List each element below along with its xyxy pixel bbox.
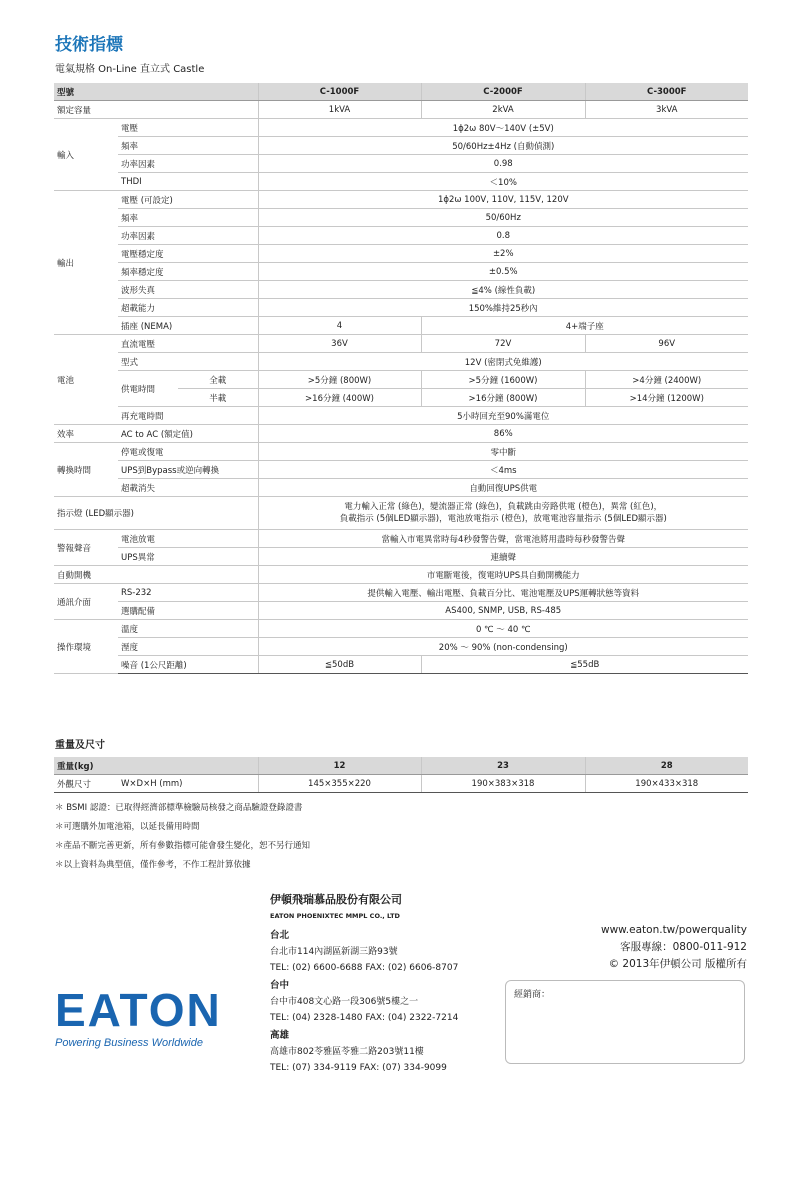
group-label-env: 操作環境 bbox=[54, 620, 118, 674]
cell-value: >4分鐘 (2400W) bbox=[585, 371, 748, 389]
group-label-input: 輸入 bbox=[54, 119, 118, 191]
table-row bbox=[54, 119, 748, 137]
row-label: 波形失真 bbox=[118, 281, 258, 299]
cell-value: >14分鐘 (1200W) bbox=[585, 389, 748, 407]
group-label-comm: 通訊介面 bbox=[54, 584, 118, 620]
table-row bbox=[54, 548, 748, 566]
company-info bbox=[270, 892, 458, 1076]
row-label: UPS異常 bbox=[118, 548, 258, 566]
page-title: 技術指標 bbox=[55, 35, 123, 55]
table-row bbox=[54, 530, 748, 548]
cell-value: 4+端子座 bbox=[421, 317, 748, 335]
cell-value: 23 bbox=[421, 757, 585, 775]
model-c1000f: C-1000F bbox=[258, 83, 421, 101]
cell-value: 50/60Hz±4Hz (自動偵測) bbox=[258, 137, 748, 155]
cell-value: >16分鐘 (800W) bbox=[421, 389, 585, 407]
cell-value: 36V bbox=[258, 335, 421, 353]
table-row bbox=[54, 461, 748, 479]
logo-tagline: Powering Business Worldwide bbox=[55, 1037, 203, 1049]
table-row bbox=[54, 620, 748, 638]
row-label: 重量(kg) bbox=[54, 757, 258, 775]
cell-value: 86% bbox=[258, 425, 748, 443]
footnote: ＊ BSMI 認證：已取得經濟部標準檢驗局核發之商品驗證登錄證書 bbox=[55, 803, 303, 813]
table-row bbox=[54, 173, 748, 191]
table-row bbox=[54, 281, 748, 299]
row-label: 額定容量 bbox=[54, 101, 258, 119]
table-header-row bbox=[54, 83, 748, 101]
table-row bbox=[54, 335, 748, 353]
cell-value: 12 bbox=[258, 757, 421, 775]
contact-info bbox=[601, 922, 747, 973]
indicator-line-2: 負載指示 (5個LED顯示器)，電池放電指示 (橙色)，放電電池容量指示 (5個LED顯示器) bbox=[339, 514, 667, 524]
row-label: 超載消失 bbox=[118, 479, 258, 497]
row-label: 頻率穩定度 bbox=[118, 263, 258, 281]
table-row bbox=[54, 479, 748, 497]
row-label: THDI bbox=[118, 173, 258, 191]
cell-value: ≦50dB bbox=[258, 656, 421, 674]
row-label: 再充電時間 bbox=[118, 407, 258, 425]
footnotes bbox=[55, 799, 310, 875]
cell-value: 提供輸入電壓、輸出電壓、負載百分比、電池電壓及UPS運轉狀態等資料 bbox=[258, 584, 748, 602]
table-row bbox=[54, 191, 748, 209]
company-name-en: EATON PHOENIXTEC MMPL CO., LTD bbox=[270, 912, 400, 920]
row-label: 選購配備 bbox=[118, 602, 258, 620]
table-row bbox=[54, 602, 748, 620]
footnote: ＊可選購外加電池箱，以延長備用時間 bbox=[55, 822, 200, 832]
footnote: ＊產品不斷完善更新，所有參數指標可能會發生變化，恕不另行通知 bbox=[55, 841, 311, 851]
cell-value: 連續聲 bbox=[258, 548, 748, 566]
company-name-cn: 伊頓飛瑞慕品股份有限公司 bbox=[270, 893, 402, 906]
spec-table bbox=[54, 83, 748, 674]
table-row bbox=[54, 584, 748, 602]
cell-value: 28 bbox=[585, 757, 748, 775]
cell-value: AS400, SNMP, USB, RS-485 bbox=[258, 602, 748, 620]
row-label: 插座 (NEMA) bbox=[118, 317, 258, 335]
table-row bbox=[54, 443, 748, 461]
office-phone: TEL: (02) 6600-6688 FAX: (02) 6606-8707 bbox=[270, 963, 459, 973]
table-row bbox=[54, 155, 748, 173]
row-label: 超載能力 bbox=[118, 299, 258, 317]
row-label: 頻率 bbox=[118, 137, 258, 155]
cell-value: >5分鐘 (800W) bbox=[258, 371, 421, 389]
row-label: 溫度 bbox=[118, 620, 258, 638]
weight-table bbox=[54, 757, 748, 793]
cell-value: ≦4% (線性負載) bbox=[258, 281, 748, 299]
cell-value: 20% ～ 90% (non-condensing) bbox=[258, 638, 748, 656]
cell-value: 4 bbox=[258, 317, 421, 335]
row-label: 噪音 (1公尺距離) bbox=[118, 656, 258, 674]
office-address: 高雄市802苓雅區苓雅二路203號11樓 bbox=[270, 1047, 424, 1057]
group-label-alarm: 警報聲音 bbox=[54, 530, 118, 566]
table-row bbox=[54, 245, 748, 263]
group-label-battery: 電池 bbox=[54, 335, 118, 425]
cell-value: 0 ℃ ～ 40 ℃ bbox=[258, 620, 748, 638]
table-row bbox=[54, 638, 748, 656]
row-label: 功率因素 bbox=[118, 155, 258, 173]
row-sublabel: W×D×H (mm) bbox=[118, 775, 258, 793]
table-row bbox=[54, 101, 748, 119]
footnote: ＊以上資料為典型值，僅作參考，不作工程計算依據 bbox=[55, 860, 251, 870]
cell-value: >5分鐘 (1600W) bbox=[421, 371, 585, 389]
table-row bbox=[54, 353, 748, 371]
office-phone: TEL: (07) 334-9119 FAX: (07) 334-9099 bbox=[270, 1063, 447, 1073]
table-row bbox=[54, 299, 748, 317]
cell-value: 1kVA bbox=[258, 101, 421, 119]
row-label: RS-232 bbox=[118, 584, 258, 602]
office-phone: TEL: (04) 2328-1480 FAX: (04) 2322-7214 bbox=[270, 1013, 459, 1023]
row-label: 溼度 bbox=[118, 638, 258, 656]
cell-value: 市電斷電後，復電時UPS具自動開機能力 bbox=[258, 566, 748, 584]
cell-value: ＜4ms bbox=[258, 461, 748, 479]
hotline: 客服專線：0800-011-912 bbox=[620, 941, 747, 953]
cell-value: 190×383×318 bbox=[421, 775, 585, 793]
table-row bbox=[54, 371, 748, 389]
group-label-transfer: 轉換時間 bbox=[54, 443, 118, 497]
office-address: 台中市408文心路一段306號5樓之一 bbox=[270, 997, 419, 1007]
row-label: 型式 bbox=[118, 353, 258, 371]
row-label: 直流電壓 bbox=[118, 335, 258, 353]
header-label: 型號 bbox=[54, 83, 258, 101]
cell-value: 當輸入市電異常時每4秒發警告聲，當電池將用盡時每秒發警告聲 bbox=[258, 530, 748, 548]
cell-value: 0.8 bbox=[258, 227, 748, 245]
row-label: 外觀尺寸 bbox=[54, 775, 118, 793]
cell-value: ±2% bbox=[258, 245, 748, 263]
indicator-line-1: 電力輸入正常 (綠色)，變流器正常 (綠色)，負載跳由旁路供電 (橙色)，異常 (紅色)， bbox=[344, 502, 663, 512]
dealer-label: 經銷商： bbox=[514, 990, 551, 1000]
cell-value: 190×433×318 bbox=[585, 775, 748, 793]
table-row bbox=[54, 656, 748, 674]
row-label: 功率因素 bbox=[118, 227, 258, 245]
cell-value: 3kVA bbox=[585, 101, 748, 119]
group-label-indicator: 指示燈 (LED顯示器) bbox=[54, 497, 258, 530]
cell-value: 150%維持25秒內 bbox=[258, 299, 748, 317]
cell-value: 1ϕ2ω 100V, 110V, 115V, 120V bbox=[258, 191, 748, 209]
cell-value: 50/60Hz bbox=[258, 209, 748, 227]
dealer-box bbox=[505, 980, 745, 1064]
office-city: 台中 bbox=[270, 980, 290, 991]
table-row bbox=[54, 757, 748, 775]
row-label: 電壓 bbox=[118, 119, 258, 137]
row-label: 停電或復電 bbox=[118, 443, 258, 461]
cell-value: ≦55dB bbox=[421, 656, 748, 674]
logo-wordmark: EATON bbox=[55, 984, 222, 1036]
office-city: 台北 bbox=[270, 930, 290, 941]
model-c3000f: C-3000F bbox=[585, 83, 748, 101]
website-link[interactable]: www.eaton.tw/powerquality bbox=[601, 924, 747, 936]
cell-value: 5小時回充至90%滿電位 bbox=[258, 407, 748, 425]
copyright: © 2013年伊頓公司 版權所有 bbox=[608, 958, 747, 970]
cell-value: 2kVA bbox=[421, 101, 585, 119]
group-label-output: 輸出 bbox=[54, 191, 118, 335]
table-row bbox=[54, 137, 748, 155]
office-city: 高雄 bbox=[270, 1030, 290, 1041]
table-row bbox=[54, 425, 748, 443]
table-row bbox=[54, 263, 748, 281]
page-subtitle: 電氣規格 On-Line 直立式 Castle bbox=[55, 64, 205, 75]
row-label: 頻率 bbox=[118, 209, 258, 227]
table-row bbox=[54, 209, 748, 227]
row-sublabel: 全載 bbox=[178, 371, 258, 389]
cell-value: 0.98 bbox=[258, 155, 748, 173]
table-row bbox=[54, 227, 748, 245]
row-sublabel: 半載 bbox=[178, 389, 258, 407]
table-row bbox=[54, 317, 748, 335]
row-label: AC to AC (額定值) bbox=[118, 425, 258, 443]
cell-value: 零中斷 bbox=[258, 443, 748, 461]
cell-value: 145×355×220 bbox=[258, 775, 421, 793]
group-label-autostart: 自動開機 bbox=[54, 566, 258, 584]
table-row bbox=[54, 566, 748, 584]
model-c2000f: C-2000F bbox=[421, 83, 585, 101]
row-label: 供電時間 bbox=[118, 371, 178, 407]
cell-value: 96V bbox=[585, 335, 748, 353]
table-row bbox=[54, 497, 748, 530]
row-label: 電壓穩定度 bbox=[118, 245, 258, 263]
cell-value: >16分鐘 (400W) bbox=[258, 389, 421, 407]
cell-value: 72V bbox=[421, 335, 585, 353]
cell-value: 1ϕ2ω 80V～140V (±5V) bbox=[258, 119, 748, 137]
eaton-logo bbox=[55, 985, 235, 1049]
group-label-efficiency: 效率 bbox=[54, 425, 118, 443]
cell-value: 自動回復UPS供電 bbox=[258, 479, 748, 497]
row-label: 電壓 (可設定) bbox=[118, 191, 258, 209]
table-row bbox=[54, 775, 748, 793]
cell-value: 12V (密閉式免維護) bbox=[258, 353, 748, 371]
row-label: UPS到Bypass或逆向轉換 bbox=[118, 461, 258, 479]
cell-value: ＜10% bbox=[258, 173, 748, 191]
section-title-weight: 重量及尺寸 bbox=[55, 740, 105, 751]
table-row bbox=[54, 407, 748, 425]
office-address: 台北市114內湖區新湖三路93號 bbox=[270, 947, 398, 957]
row-label: 電池放電 bbox=[118, 530, 258, 548]
cell-value: ±0.5% bbox=[258, 263, 748, 281]
